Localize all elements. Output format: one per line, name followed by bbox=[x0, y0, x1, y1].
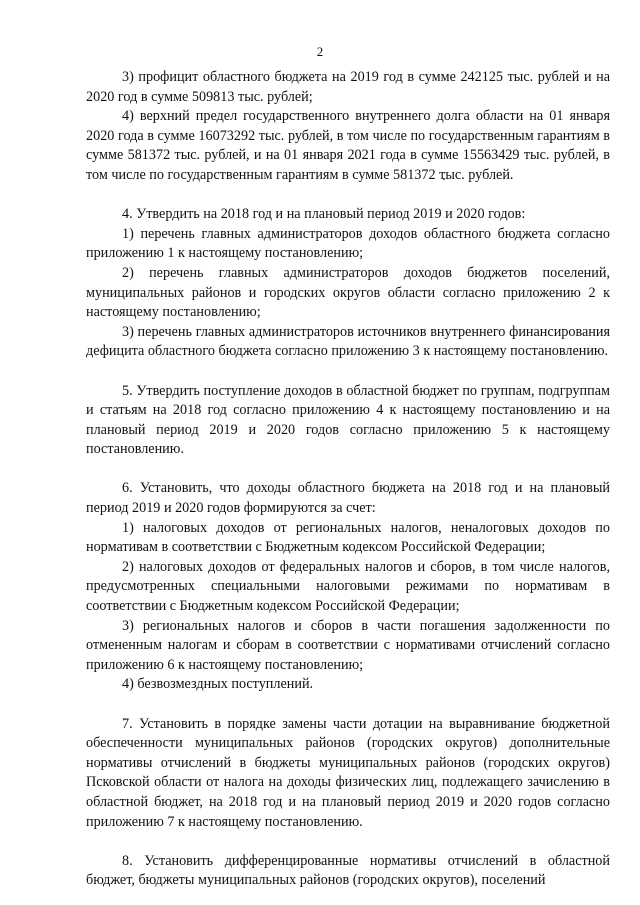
paragraph-surplus: 3) профицит областного бюджета на 2019 год в сумме 242125 тыс. рублей и на 2020 год в сумме 509813 тыс. рублей; bbox=[86, 69, 610, 105]
section-4-item-2: 2) перечень главных администраторов доходов бюджетов поселений, муниципальных районов и городских округов области согласно приложению 2 к настоящему постановлению; bbox=[86, 264, 610, 321]
section-6-heading: 6. Установить, что доходы областного бюджета на 2018 год и на плановый период 2019 и 2020 годов формируются за счет: bbox=[86, 480, 610, 517]
section-6-item-1: 1) налоговых доходов от региональных налогов, неналоговых доходов по нормативам в соответствии с Бюджетным кодексом Российской Федерации; bbox=[86, 519, 610, 556]
section-6-item-3: 3) региональных налогов и сборов в части погашения задолженности по отмененным налогам и сборам в соответствии с нормативами отчислений согласно приложению 6 к настоящему постановлению; bbox=[86, 617, 610, 673]
section-6-item-4: 4) безвозмездных поступлений. bbox=[122, 676, 314, 693]
paragraph-debt-limit: 4) верхний предел государственного внутреннего долга области на 01 января 2020 года в сумме 16073292 тыс. рублей, в том числе по государственным гарантиям в сумме 581372 тыс. рублей, и на 01 января 2021 года в сумме 15563429 тыс. рублей, в том числе по государственным гарантиям в сумме 581372 тыс. рублей. bbox=[86, 108, 610, 183]
section-7: 7. Установить в порядке замены части дотации на выравнивание бюджетной обеспеченности муниципальных районов (городских округов) дополнительные нормативы отчислений в бюджеты муниципальных районов (городских округов) Псковской области от налога на доходы физических лиц, подлежащего зачислению в областной бюджет, на 2018 год и на плановый период 2019 и 2020 годов согласно приложению 7 к настоящему постановлению. bbox=[86, 715, 610, 830]
page-number: 2 bbox=[316, 44, 324, 59]
section-8: 8. Установить дифференцированные нормативы отчислений в областной бюджет, бюджеты муниципальных районов (городских округов), поселений bbox=[86, 852, 610, 889]
section-4-item-3: 3) перечень главных администраторов источников внутреннего финансирования дефицита областного бюджета согласно приложению 3 к настоящему постановлению. bbox=[86, 323, 610, 360]
section-4-item-1: 1) перечень главных администраторов доходов областного бюджета согласно приложению 1 к настоящему постановлению; bbox=[86, 225, 610, 262]
section-5: 5. Утвердить поступление доходов в областной бюджет по группам, подгруппам и статьям на 2018 год согласно приложению 4 к настоящему постановлению и на плановый период 2019 и 2020 годов согласно приложению 5 к настоящему постановлению. bbox=[86, 382, 610, 458]
section-6-item-2: 2) налоговых доходов от федеральных налогов и сборов, в том числе налогов, предусмотренных специальными налоговыми режимами по нормативам в соответствии с Бюджетным кодексом Российской Федерации; bbox=[86, 558, 610, 615]
section-4-heading: 4. Утвердить на 2018 год и на плановый период 2019 и 2020 годов: bbox=[122, 206, 526, 223]
document-body bbox=[86, 68, 610, 891]
